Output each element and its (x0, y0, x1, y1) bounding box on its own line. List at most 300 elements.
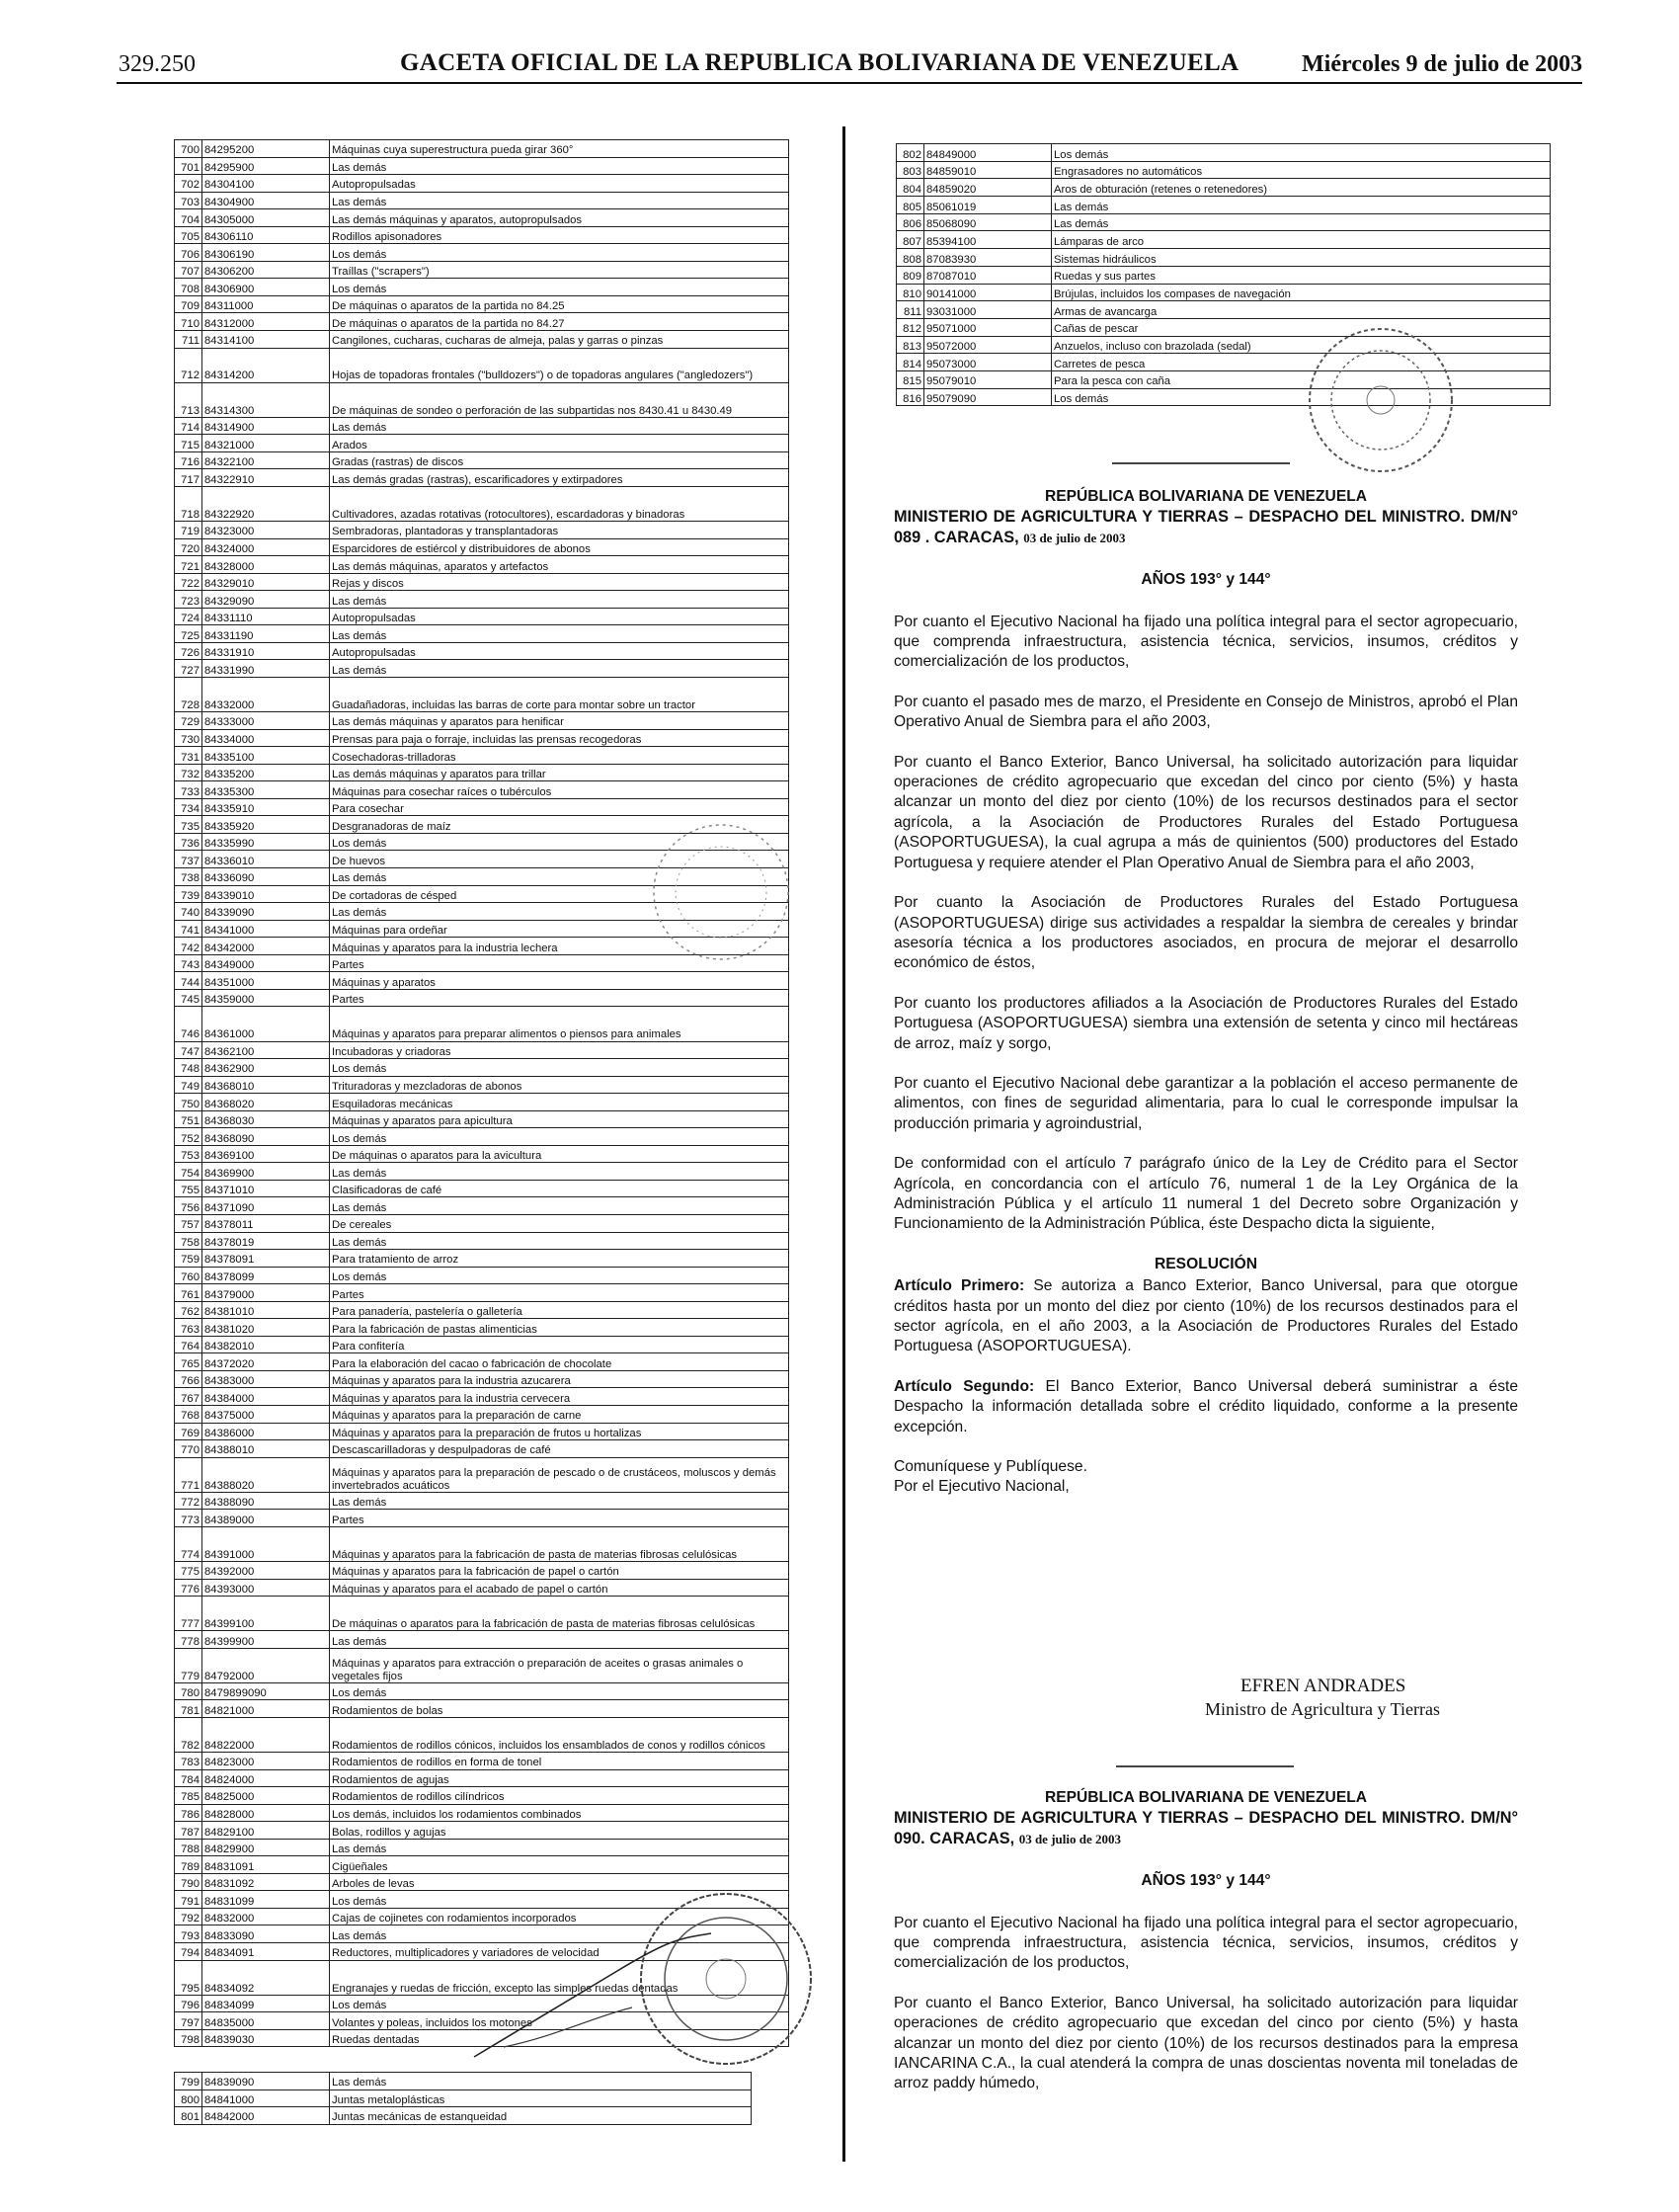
row-number: 812 (897, 318, 924, 336)
table-row (175, 1700, 789, 1718)
row-number: 718 (175, 486, 202, 521)
row-number: 761 (175, 1284, 202, 1302)
description: Trituradoras y mezcladoras de abonos (330, 1076, 789, 1094)
row-number: 728 (175, 678, 202, 712)
row-number: 770 (175, 1440, 202, 1458)
description: Prensas para paja o forraje, incluidas las prensas recogedoras (330, 729, 789, 747)
description: Máquinas y aparatos para la industria lechera (330, 938, 789, 955)
tariff-code: 84314100 (202, 331, 330, 349)
row-number: 806 (897, 213, 924, 231)
table-row (175, 1682, 789, 1700)
description: Máquinas y aparatos para la preparación de pescado o de crustáceos, moluscos y demás invertebrados acuáticos (330, 1457, 789, 1492)
table-row (175, 1180, 789, 1197)
row-number: 769 (175, 1423, 202, 1440)
description: De huevos (330, 851, 789, 868)
table-row (175, 1631, 789, 1649)
row-number: 762 (175, 1301, 202, 1319)
description: Las demás (330, 1232, 789, 1250)
row-number: 705 (175, 226, 202, 244)
res2-years: AÑOS 193° y 144° (1141, 1872, 1271, 1890)
description: Cañas de pescar (1052, 318, 1551, 336)
table-row (897, 301, 1551, 319)
row-number: 719 (175, 522, 202, 539)
tariff-code: 84331910 (202, 642, 330, 660)
description: Cigüeñales (330, 1856, 789, 1874)
column-divider (842, 126, 845, 2162)
tariff-code: 84329010 (202, 573, 330, 591)
tariff-code: 84351000 (202, 972, 330, 990)
row-number: 749 (175, 1076, 202, 1094)
table-row (175, 2089, 752, 2107)
res1-paragraph-6: Por cuanto el Ejecutivo Nacional debe garantizar a la población el acceso permanente de alimentos, con fines de seguridad alimentaria, para lo cual le corresponde impulsar la producción primaria y agroindustrial, (894, 1074, 1518, 1132)
tariff-code: 85061019 (924, 197, 1052, 214)
row-number: 808 (897, 249, 924, 267)
tariff-code: 84306200 (202, 261, 330, 279)
description: Brújulas, incluidos los compases de navegación (1052, 284, 1551, 301)
row-number: 711 (175, 331, 202, 349)
table-row (897, 213, 1551, 231)
description: De cortadoras de césped (330, 885, 789, 903)
res2-date: 03 de julio de 2003 (1018, 1831, 1121, 1846)
description: Arboles de levas (330, 1873, 789, 1891)
tariff-code: 84314200 (202, 348, 330, 382)
description: Ruedas dentadas (330, 2029, 789, 2047)
row-number: 816 (897, 388, 924, 406)
tariff-code: 84334000 (202, 729, 330, 747)
table-row (175, 435, 789, 452)
row-number: 801 (175, 2107, 202, 2125)
row-number: 776 (175, 1579, 202, 1597)
row-number: 802 (897, 144, 924, 162)
table-row (175, 556, 789, 574)
row-number: 720 (175, 538, 202, 556)
description: De máquinas o aparatos para la avicultura (330, 1145, 789, 1163)
page-number: 329.250 (119, 51, 196, 77)
tariff-code: 84312000 (202, 313, 330, 331)
description: Máquinas y aparatos para la fabricación de pasta de materias fibrosas celulósicas (330, 1526, 789, 1561)
tariff-table-left (174, 139, 789, 2047)
issue-date: Miércoles 9 de julio de 2003 (1302, 51, 1583, 77)
official-seal-top (1302, 321, 1460, 479)
table-row (897, 144, 1551, 162)
table-row (175, 1110, 789, 1128)
table-row (175, 678, 789, 712)
row-number: 748 (175, 1059, 202, 1077)
description: Cangilones, cucharas, cucharas de almeja, palas y garras o pinzas (330, 331, 789, 349)
row-number: 700 (175, 140, 202, 158)
row-number: 733 (175, 781, 202, 799)
tariff-code: 84322920 (202, 486, 330, 521)
row-number: 789 (175, 1856, 202, 1874)
description: De máquinas o aparatos de la partida no 84.27 (330, 313, 789, 331)
table-row (897, 197, 1551, 214)
row-number: 797 (175, 2012, 202, 2030)
row-number: 799 (175, 2073, 202, 2090)
tariff-code: 84305000 (202, 209, 330, 227)
table-row (175, 1597, 789, 1631)
tariff-code: 84391000 (202, 1526, 330, 1561)
tariff-code: 84839030 (202, 2029, 330, 2047)
description: Hojas de topadoras frontales ("bulldozers") o de topadoras angulares ("angledozers") (330, 348, 789, 382)
description: Las demás (330, 1631, 789, 1649)
tariff-code: 84371090 (202, 1197, 330, 1215)
tariff-code: 84832000 (202, 1908, 330, 1925)
table-row (897, 266, 1551, 284)
tariff-code: 84369100 (202, 1145, 330, 1163)
row-number: 740 (175, 903, 202, 921)
row-number: 811 (897, 301, 924, 319)
row-number: 775 (175, 1561, 202, 1579)
tariff-code: 84339090 (202, 903, 330, 921)
row-number: 765 (175, 1353, 202, 1371)
table-row (175, 1787, 789, 1805)
row-number: 730 (175, 729, 202, 747)
table-row (175, 140, 789, 158)
tariff-code: 84368090 (202, 1128, 330, 1146)
tariff-code: 84295200 (202, 140, 330, 158)
res1-paragraph-5: Por cuanto los productores afiliados a la Asociación de Productores Rurales del Estado Portuguesa (ASOPORTUGUESA) siembra una extensión de setenta y cinco mil hectáreas de arroz, maíz y sorgo, (894, 994, 1518, 1052)
row-number: 752 (175, 1128, 202, 1146)
row-number: 721 (175, 556, 202, 574)
table-row (175, 972, 789, 990)
table-row (175, 1059, 789, 1077)
tariff-code: 84368010 (202, 1076, 330, 1094)
tariff-code: 84349000 (202, 954, 330, 972)
row-number: 793 (175, 1925, 202, 1943)
tariff-code: 84388020 (202, 1457, 330, 1492)
tariff-code: 84368030 (202, 1110, 330, 1128)
table-row (175, 261, 789, 279)
row-number: 787 (175, 1822, 202, 1840)
description: Anzuelos, incluso con brazolada (sedal) (1052, 336, 1551, 354)
row-number: 715 (175, 435, 202, 452)
tariff-code: 84335100 (202, 747, 330, 765)
row-number: 809 (897, 266, 924, 284)
table-row (175, 1250, 789, 1268)
row-number: 732 (175, 764, 202, 781)
tariff-code: 84362900 (202, 1059, 330, 1077)
tariff-code: 84335300 (202, 781, 330, 799)
description: Partes (330, 954, 789, 972)
table-row (175, 1076, 789, 1094)
row-number: 759 (175, 1250, 202, 1268)
description: Las demás (330, 868, 789, 886)
row-number: 737 (175, 851, 202, 868)
tariff-code: 95072000 (924, 336, 1052, 354)
description: Guadañadoras, incluidas las barras de corte para montar sobre un tractor (330, 678, 789, 712)
table-row (175, 192, 789, 209)
tariff-code: 84835000 (202, 2012, 330, 2030)
description: Reductores, multiplicadores y variadores de velocidad (330, 1943, 789, 1961)
table-row (175, 1163, 789, 1181)
row-number: 743 (175, 954, 202, 972)
resolution-090 (894, 1788, 1518, 2114)
table-row (897, 179, 1551, 197)
description: Para confitería (330, 1336, 789, 1353)
row-number: 710 (175, 313, 202, 331)
row-number: 764 (175, 1336, 202, 1353)
tariff-code: 84823000 (202, 1753, 330, 1770)
row-number: 771 (175, 1457, 202, 1492)
row-number: 814 (897, 354, 924, 371)
description: Los demás (1052, 388, 1551, 406)
description: Cosechadoras-trilladoras (330, 747, 789, 765)
row-number: 760 (175, 1267, 202, 1284)
row-number: 785 (175, 1787, 202, 1805)
table-row (175, 522, 789, 539)
row-number: 794 (175, 1943, 202, 1961)
signer-name: EFREN ANDRADES (1240, 1676, 1406, 1696)
description: Máquinas y aparatos para extracción o preparación de aceites o grasas animales o vegetales fijos (330, 1648, 789, 1682)
description: Las demás (330, 2073, 752, 2090)
tariff-code: 84831092 (202, 1873, 330, 1891)
row-number: 750 (175, 1094, 202, 1111)
row-number: 707 (175, 261, 202, 279)
tariff-code: 84822000 (202, 1717, 330, 1752)
row-number: 805 (897, 197, 924, 214)
res1-paragraph-4: Por cuanto la Asociación de Productores Rurales del Estado Portuguesa (ASOPORTUGUESA) dirige sus actividades a respaldar la siembra de cereales y brindar asesoría técnica a los productores asociados, en procura de mejorar el desarrollo económico de éstos, (894, 894, 1518, 972)
tariff-code: 84328000 (202, 556, 330, 574)
tariff-code: 84369900 (202, 1163, 330, 1181)
table-row (175, 331, 789, 349)
row-number: 717 (175, 469, 202, 487)
table-row (175, 798, 789, 816)
description: Cultivadores, azadas rotativas (rotocultores), escardadoras y binadoras (330, 486, 789, 521)
table-row (175, 2073, 752, 2090)
signer-title: Ministro de Agricultura y Tierras (1205, 1699, 1440, 1719)
description: Sistemas hidráulicos (1052, 249, 1551, 267)
description: Las demás (330, 1492, 789, 1510)
row-number: 745 (175, 989, 202, 1007)
description: Máquinas cuya superestructura pueda girar 360° (330, 140, 789, 158)
table-row (897, 231, 1551, 249)
row-number: 807 (897, 231, 924, 249)
table-row (175, 1492, 789, 1510)
res1-years: AÑOS 193° y 144° (1141, 571, 1271, 589)
tariff-code: 84399900 (202, 1631, 330, 1649)
table-row (175, 660, 789, 678)
row-number: 704 (175, 209, 202, 227)
tariff-code: 84372020 (202, 1353, 330, 1371)
tariff-code: 84335910 (202, 798, 330, 816)
row-number: 772 (175, 1492, 202, 1510)
row-number: 780 (175, 1682, 202, 1700)
table-row (175, 1197, 789, 1215)
row-number: 725 (175, 625, 202, 643)
table-row (175, 1336, 789, 1353)
tariff-code: 84304100 (202, 175, 330, 193)
tariff-code: 84335200 (202, 764, 330, 781)
row-number: 791 (175, 1891, 202, 1909)
tariff-code: 87087010 (924, 266, 1052, 284)
row-number: 777 (175, 1597, 202, 1631)
description: Las demás (330, 417, 789, 435)
res1-date: 03 de julio de 2003 (1023, 530, 1126, 545)
table-row (175, 989, 789, 1007)
tariff-code: 84386000 (202, 1423, 330, 1440)
description: De máquinas de sondeo o perforación de las subpartidas nos 8430.41 u 8430.49 (330, 382, 789, 417)
description: Esparcidores de estiércol y distribuidores de abonos (330, 538, 789, 556)
description: Las demás (330, 1163, 789, 1181)
gazette-title: GACETA OFICIAL DE LA REPUBLICA BOLIVARIANA DE VENEZUELA (400, 49, 1239, 76)
tariff-code: 84839090 (202, 2073, 330, 2090)
tariff-code: 84335920 (202, 816, 330, 834)
table-row (175, 348, 789, 382)
row-number: 742 (175, 938, 202, 955)
description: Rodillos apisonadores (330, 226, 789, 244)
description: Gradas (rastras) de discos (330, 451, 789, 469)
tariff-code: 84306110 (202, 226, 330, 244)
description: Los demás, incluidos los rodamientos combinados (330, 1804, 789, 1822)
description: Las demás gradas (rastras), escarificadores y extirpadores (330, 469, 789, 487)
row-number: 753 (175, 1145, 202, 1163)
tariff-code: 84829100 (202, 1822, 330, 1840)
description: Los demás (330, 1682, 789, 1700)
res1-article-2: Artículo Segundo: El Banco Exterior, Banco Universal deberá suministrar a éste Despacho la información detallada sobre el crédito liquidado, conforme a la presente excepción. (894, 1377, 1518, 1435)
tariff-code: 84824000 (202, 1769, 330, 1787)
table-row (175, 175, 789, 193)
tariff-code: 84304900 (202, 192, 330, 209)
description: Máquinas y aparatos para el acabado de papel o cartón (330, 1579, 789, 1597)
description: Arados (330, 435, 789, 452)
table-row (175, 1579, 789, 1597)
tariff-code: 8479899090 (202, 1682, 330, 1700)
table-row (175, 1319, 789, 1337)
tariff-code: 95079090 (924, 388, 1052, 406)
description: Máquinas y aparatos para la industria cervecera (330, 1388, 789, 1406)
row-number: 792 (175, 1908, 202, 1925)
description: Rodamientos de rodillos cónicos, incluidos los ensamblados de conos y rodillos cónicos (330, 1717, 789, 1752)
res1-closing-2: Por el Ejecutivo Nacional, (894, 1478, 1070, 1496)
row-number: 783 (175, 1753, 202, 1770)
description: Máquinas y aparatos para la fabricación de papel o cartón (330, 1561, 789, 1579)
tariff-code: 95071000 (924, 318, 1052, 336)
row-number: 712 (175, 348, 202, 382)
description: Rodamientos de bolas (330, 1700, 789, 1718)
description: Máquinas para cosechar raíces o tubérculos (330, 781, 789, 799)
description: Las demás (330, 1839, 789, 1856)
tariff-code: 84333000 (202, 712, 330, 730)
table-row (175, 1457, 789, 1492)
row-number: 795 (175, 1960, 202, 1995)
tariff-code: 84392000 (202, 1561, 330, 1579)
row-number: 788 (175, 1839, 202, 1856)
description: Las demás (1052, 213, 1551, 231)
row-number: 798 (175, 2029, 202, 2047)
table-row (175, 1214, 789, 1232)
description: Partes (330, 989, 789, 1007)
tariff-code: 84378091 (202, 1250, 330, 1268)
tariff-table-left-continued (174, 2072, 752, 2125)
description: Para la pesca con caña (1052, 370, 1551, 388)
row-number: 763 (175, 1319, 202, 1337)
description: Los demás (330, 1059, 789, 1077)
table-row (175, 1510, 789, 1527)
row-number: 757 (175, 1214, 202, 1232)
res2-paragraph-2: Por cuanto el Banco Exterior, Banco Universal, ha solicitado autorización para liquidar operaciones de crédito agropecuario que excedan del cinco por ciento (5%) y hasta alcanzar un monto del diez por ciento (10%) de los recursos destinados para la empresa IANCARINA C.A., la cual atenderá la compra de unas doscientas noventa mil toneladas de arroz paddy húmedo, (894, 1994, 1518, 2092)
row-number: 723 (175, 591, 202, 609)
tariff-code: 84834092 (202, 1960, 330, 1995)
table-row (175, 1267, 789, 1284)
description: Incubadoras y criadoras (330, 1041, 789, 1059)
description: Las demás máquinas y aparatos, autopropulsados (330, 209, 789, 227)
description: Las demás (330, 903, 789, 921)
description: Autopropulsadas (330, 608, 789, 625)
tariff-code: 84383000 (202, 1370, 330, 1388)
tariff-code: 85394100 (924, 231, 1052, 249)
tariff-code: 84399100 (202, 1597, 330, 1631)
row-number: 768 (175, 1406, 202, 1424)
tariff-code: 84306900 (202, 279, 330, 296)
tariff-code: 84381020 (202, 1319, 330, 1337)
table-row (175, 591, 789, 609)
description: Máquinas y aparatos para la preparación de frutos u hortalizas (330, 1423, 789, 1440)
description: Traíllas ("scrapers") (330, 261, 789, 279)
tariff-code: 84831099 (202, 1891, 330, 1909)
res1-closing-1: Comuníquese y Publíquese. (894, 1458, 1087, 1476)
description: Para la fabricación de pastas alimenticias (330, 1319, 789, 1337)
table-row (175, 781, 789, 799)
description: Las demás (330, 192, 789, 209)
row-number: 724 (175, 608, 202, 625)
row-number: 726 (175, 642, 202, 660)
tariff-code: 84332000 (202, 678, 330, 712)
table-row (175, 1769, 789, 1787)
tariff-code: 84821000 (202, 1700, 330, 1718)
row-number: 702 (175, 175, 202, 193)
row-number: 714 (175, 417, 202, 435)
tariff-code: 84314300 (202, 382, 330, 417)
description: Autopropulsadas (330, 642, 789, 660)
table-row (175, 1423, 789, 1440)
table-row (175, 1370, 789, 1388)
tariff-code: 84834091 (202, 1943, 330, 1961)
tariff-code: 84859020 (924, 179, 1052, 197)
description: Aros de obturación (retenes o retenedores) (1052, 179, 1551, 197)
separator-2 (1116, 1765, 1294, 1767)
tariff-code: 84322910 (202, 469, 330, 487)
tariff-code: 84382010 (202, 1336, 330, 1353)
row-number: 709 (175, 295, 202, 313)
description: Las demás (330, 591, 789, 609)
table-row (175, 226, 789, 244)
row-number: 773 (175, 1510, 202, 1527)
tariff-code: 84831091 (202, 1856, 330, 1874)
tariff-code: 84329090 (202, 591, 330, 609)
tariff-code: 84834099 (202, 1995, 330, 2012)
table-row (175, 538, 789, 556)
description: De máquinas o aparatos para la fabricación de pasta de materias fibrosas celulósicas (330, 1597, 789, 1631)
row-number: 734 (175, 798, 202, 816)
table-row (175, 1561, 789, 1579)
row-number: 741 (175, 920, 202, 938)
tariff-code: 84371010 (202, 1180, 330, 1197)
description: Armas de avancarga (1052, 301, 1551, 319)
table-row (175, 209, 789, 227)
row-number: 800 (175, 2089, 202, 2107)
res1-heading-republic: REPÚBLICA BOLIVARIANA DE VENEZUELA (1044, 488, 1368, 505)
row-number: 716 (175, 451, 202, 469)
tariff-code: 84381010 (202, 1301, 330, 1319)
tariff-code: 84825000 (202, 1787, 330, 1805)
tariff-code: 85068090 (924, 213, 1052, 231)
description: Para panadería, pastelería o galletería (330, 1301, 789, 1319)
description: Rejas y discos (330, 573, 789, 591)
row-number: 731 (175, 747, 202, 765)
res1-paragraph-2: Por cuanto el pasado mes de marzo, el Presidente en Consejo de Ministros, aprobó el Plan Operativo Anual de Siembra para el año 2003, (894, 693, 1518, 731)
description: Carretes de pesca (1052, 354, 1551, 371)
tariff-code: 84322100 (202, 451, 330, 469)
